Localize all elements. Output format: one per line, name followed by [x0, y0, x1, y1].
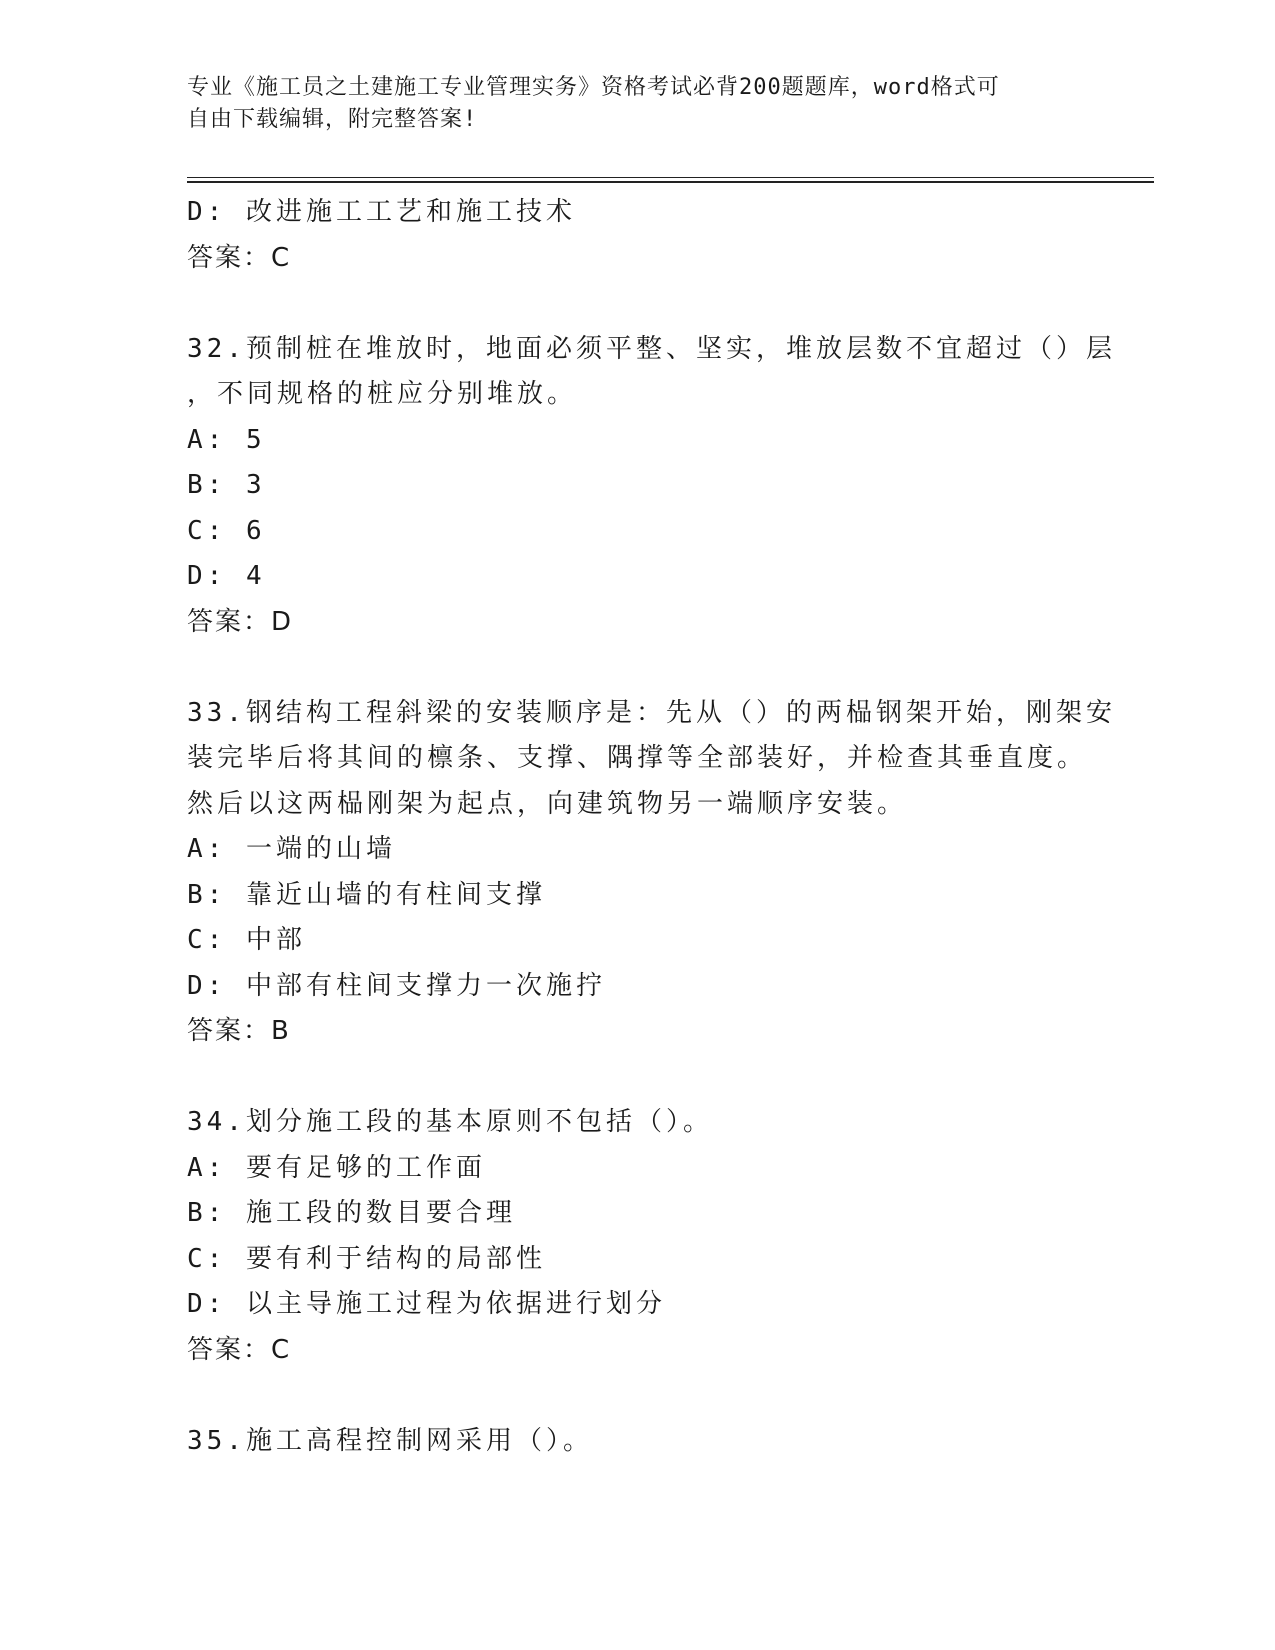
option-c: C: 要有利于结构的局部性 [187, 1243, 546, 1274]
option-c: C: 中部 [187, 925, 306, 955]
option-a: A: 一端的山墙 [187, 834, 396, 864]
question-34 [187, 1100, 1087, 1373]
answer-line: 答案：C [187, 242, 292, 273]
question-stem: 32.预制桩在堆放时，地面必须平整、坚实，堆放层数不宜超过（）层 [187, 333, 1116, 364]
option-b: B: 3 [187, 470, 266, 500]
option-b: B: 施工段的数目要合理 [187, 1198, 516, 1228]
answer-line: 答案：D [187, 606, 294, 637]
header-line-2: 自由下载编辑，附完整答案! [187, 107, 478, 132]
answer-line: 答案：B [187, 1016, 291, 1046]
question-stem: 装完毕后将其间的檩条、支撑、隅撑等全部装好，并检查其垂直度。 [187, 743, 1088, 773]
header-rule-thin [187, 177, 1154, 178]
option-d: D: 4 [187, 561, 266, 591]
question-33 [187, 691, 1116, 1055]
option-b: B: 靠近山墙的有柱间支撑 [187, 879, 546, 910]
option-d: D: 以主导施工过程为依据进行划分 [187, 1289, 666, 1319]
option-d: D: 改进施工工艺和施工技术 [187, 197, 576, 227]
question-32 [187, 327, 1116, 646]
question-stem: 然后以这两榀刚架为起点，向建筑物另一端顺序安装。 [187, 788, 908, 819]
question-31-tail [187, 190, 1087, 281]
question-stem: ，不同规格的桩应分别堆放。 [187, 379, 578, 409]
question-35 [187, 1419, 1087, 1465]
option-c: C: 6 [187, 515, 266, 546]
spacer [187, 1055, 1087, 1101]
spacer [187, 645, 1087, 691]
option-a: A: 要有足够的工作面 [187, 1152, 486, 1183]
option-a: A: 5 [187, 424, 266, 455]
question-stem: 34.划分施工段的基本原则不包括（）。 [187, 1107, 713, 1137]
header-rule-thick [187, 181, 1154, 183]
option-d: D: 中部有柱间支撑力一次施拧 [187, 970, 606, 1001]
question-stem: 35.施工高程控制网采用（）。 [187, 1425, 593, 1456]
document-header [187, 72, 1087, 136]
spacer [187, 1373, 1087, 1419]
spacer [187, 281, 1087, 327]
answer-line: 答案：C [187, 1334, 292, 1365]
header-line-1: 专业《施工员之土建施工专业管理实务》资格考试必背200题题库，word格式可 [187, 75, 1000, 100]
document-body [187, 190, 1116, 1464]
question-stem: 33.钢结构工程斜梁的安装顺序是：先从（）的两榀钢架开始，刚架安 [187, 697, 1116, 728]
